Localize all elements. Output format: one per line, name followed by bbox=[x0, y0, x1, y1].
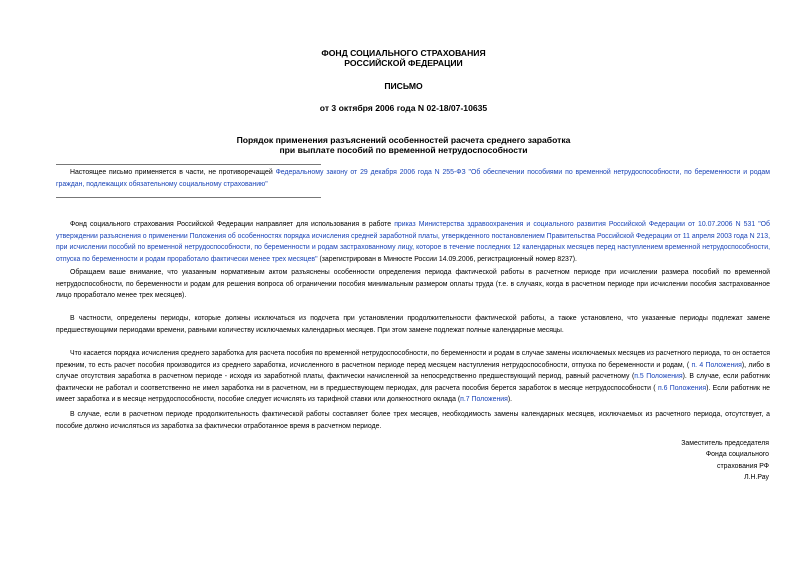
paragraph-1 bbox=[56, 219, 770, 265]
paragraph-3: В частности, определены периоды, которые должны исключаться из подсчета при установлении продолжительности фактической работы, а также установлено, что указанные периоды подлежат замене предшествующими периодами времени, равными количеству исключаемых календарных месяцев. При этом замене подлежат полные календарные месяцы. bbox=[56, 315, 770, 334]
note-text: Настоящее письмо применяется в части, не противоречащей bbox=[70, 169, 276, 176]
signatory-org-line1: Фонда социального bbox=[705, 451, 769, 459]
paragraph-1-text-a: Фонд социального страхования Российской Федерации направляет для использования в работе bbox=[70, 221, 395, 228]
order-531-link[interactable]: приказ Министерства здравоохранения и социального развития Российской Федерации от 10.07.2006 N 531 "Об утверждении разъяснения о применении Положения об особенностях порядка исчисления средней заработной платы, утвержденного постановлением Правительства Российской Федерации от 11 апреля 2003 года N 213, при исчислении пособий по временной нетрудоспособности, по беременности и родам застрахованному лицу, которое в течение последних 12 календарных месяцев перед наступлением временной нетрудоспособности, отпуска по беременности и родам проработало фактически менее трех месяцев" bbox=[56, 221, 770, 263]
federal-law-link[interactable]: Федеральному закону от 29 декабря 2006 года N 255-ФЗ "Об обеспечении пособиями по временной нетрудоспособности, по беременности и родам граждан, подлежащих обязательному социальному страхованию" bbox=[56, 169, 770, 188]
signatory-org-line2: страхования РФ bbox=[717, 462, 769, 470]
document-date-number: от 3 октября 2006 года N 02-18/07-10635 bbox=[319, 103, 488, 113]
paragraph-2: Обращаем ваше внимание, что указанным нормативным актом разъяснены особенности определения периода фактической работы в расчетном периоде при исчислении размера пособий по временной нетрудоспособности, по беременности и родам для решения вопроса об ограничении пособия минимальным размером оплаты труда (т.е. в случаях, когда в расчетном периоде при исчислении пособия застрахованное лицо проработало менее трех месяцев). bbox=[56, 269, 770, 300]
subject-line2: при выплате пособий по временной нетрудоспособности bbox=[279, 145, 528, 155]
paragraph-4-text-d: ). Если работник не имеет заработка и в месяце нетрудоспособности, пособие следует исчислять из тарифной ставки или должностного оклада ( bbox=[56, 384, 770, 404]
clause-6-link[interactable]: п.6 Положения bbox=[657, 384, 707, 392]
note-rule-bottom bbox=[56, 197, 321, 198]
paragraph-4-text-a: Что касается порядка исчисления среднего заработка для расчета пособия по временной нетрудоспособности, по беременности и родам в случае замены исключаемых месяцев из расчетного периода, то он остается прежним, то есть расчет пособия производится из среднего заработка, исчисленного в расчетном периоде перед месяцем наступления нетрудоспособности, отпуска по беременности и родам, ( bbox=[56, 350, 770, 369]
org-name-line1: ФОНД СОЦИАЛЬНОГО СТРАХОВАНИЯ bbox=[321, 48, 486, 58]
paragraph-4-text-b: ), либо в случае отсутствия заработка в расчетном периоде - исходя из заработной платы, фактически начисленной за непосредственно предшествующий период, равный расчетному ( bbox=[56, 361, 770, 381]
subject-line1: Порядок применения разъяснений особенностей расчета среднего заработка bbox=[236, 135, 571, 145]
signatory-name: Л.Н.Рау bbox=[744, 474, 769, 482]
signatory-position: Заместитель председателя bbox=[681, 440, 769, 447]
clause-7-link[interactable]: п.7 Положения bbox=[460, 396, 508, 404]
note-rule-top bbox=[56, 164, 321, 165]
paragraph-4-text-c: ). В случае, если работник фактически не работал и соответственно не имел заработка ни в расчетном, ни в предшествующем периодах, для расчета пособия берется заработок в месяце нетрудоспособности ( bbox=[56, 373, 770, 392]
signature-block bbox=[569, 438, 769, 484]
paragraph-4 bbox=[56, 348, 770, 406]
clause-4-link[interactable]: п. 4 Положения bbox=[691, 361, 742, 369]
paragraph-4-text-e: ). bbox=[507, 396, 513, 404]
paragraph-1-text-b: (зарегистрирован в Минюсте России 14.09.2006, регистрационный номер 8237). bbox=[317, 255, 577, 263]
applicability-note bbox=[56, 167, 770, 190]
org-name-line2: РОССИЙСКОЙ ФЕДЕРАЦИИ bbox=[344, 58, 463, 68]
document-type: ПИСЬМО bbox=[384, 81, 423, 91]
clause-5-link[interactable]: п.5 Положения bbox=[634, 373, 683, 381]
paragraph-5: В случае, если в расчетном периоде продолжительность фактической работы составляет более трех месяцев, необходимость замены календарных месяцев, исключаемых из расчетного периода, отсутствует, а пособие должно исчисляться из заработка за фактически отработанное время в расчетном периоде. bbox=[56, 411, 770, 430]
